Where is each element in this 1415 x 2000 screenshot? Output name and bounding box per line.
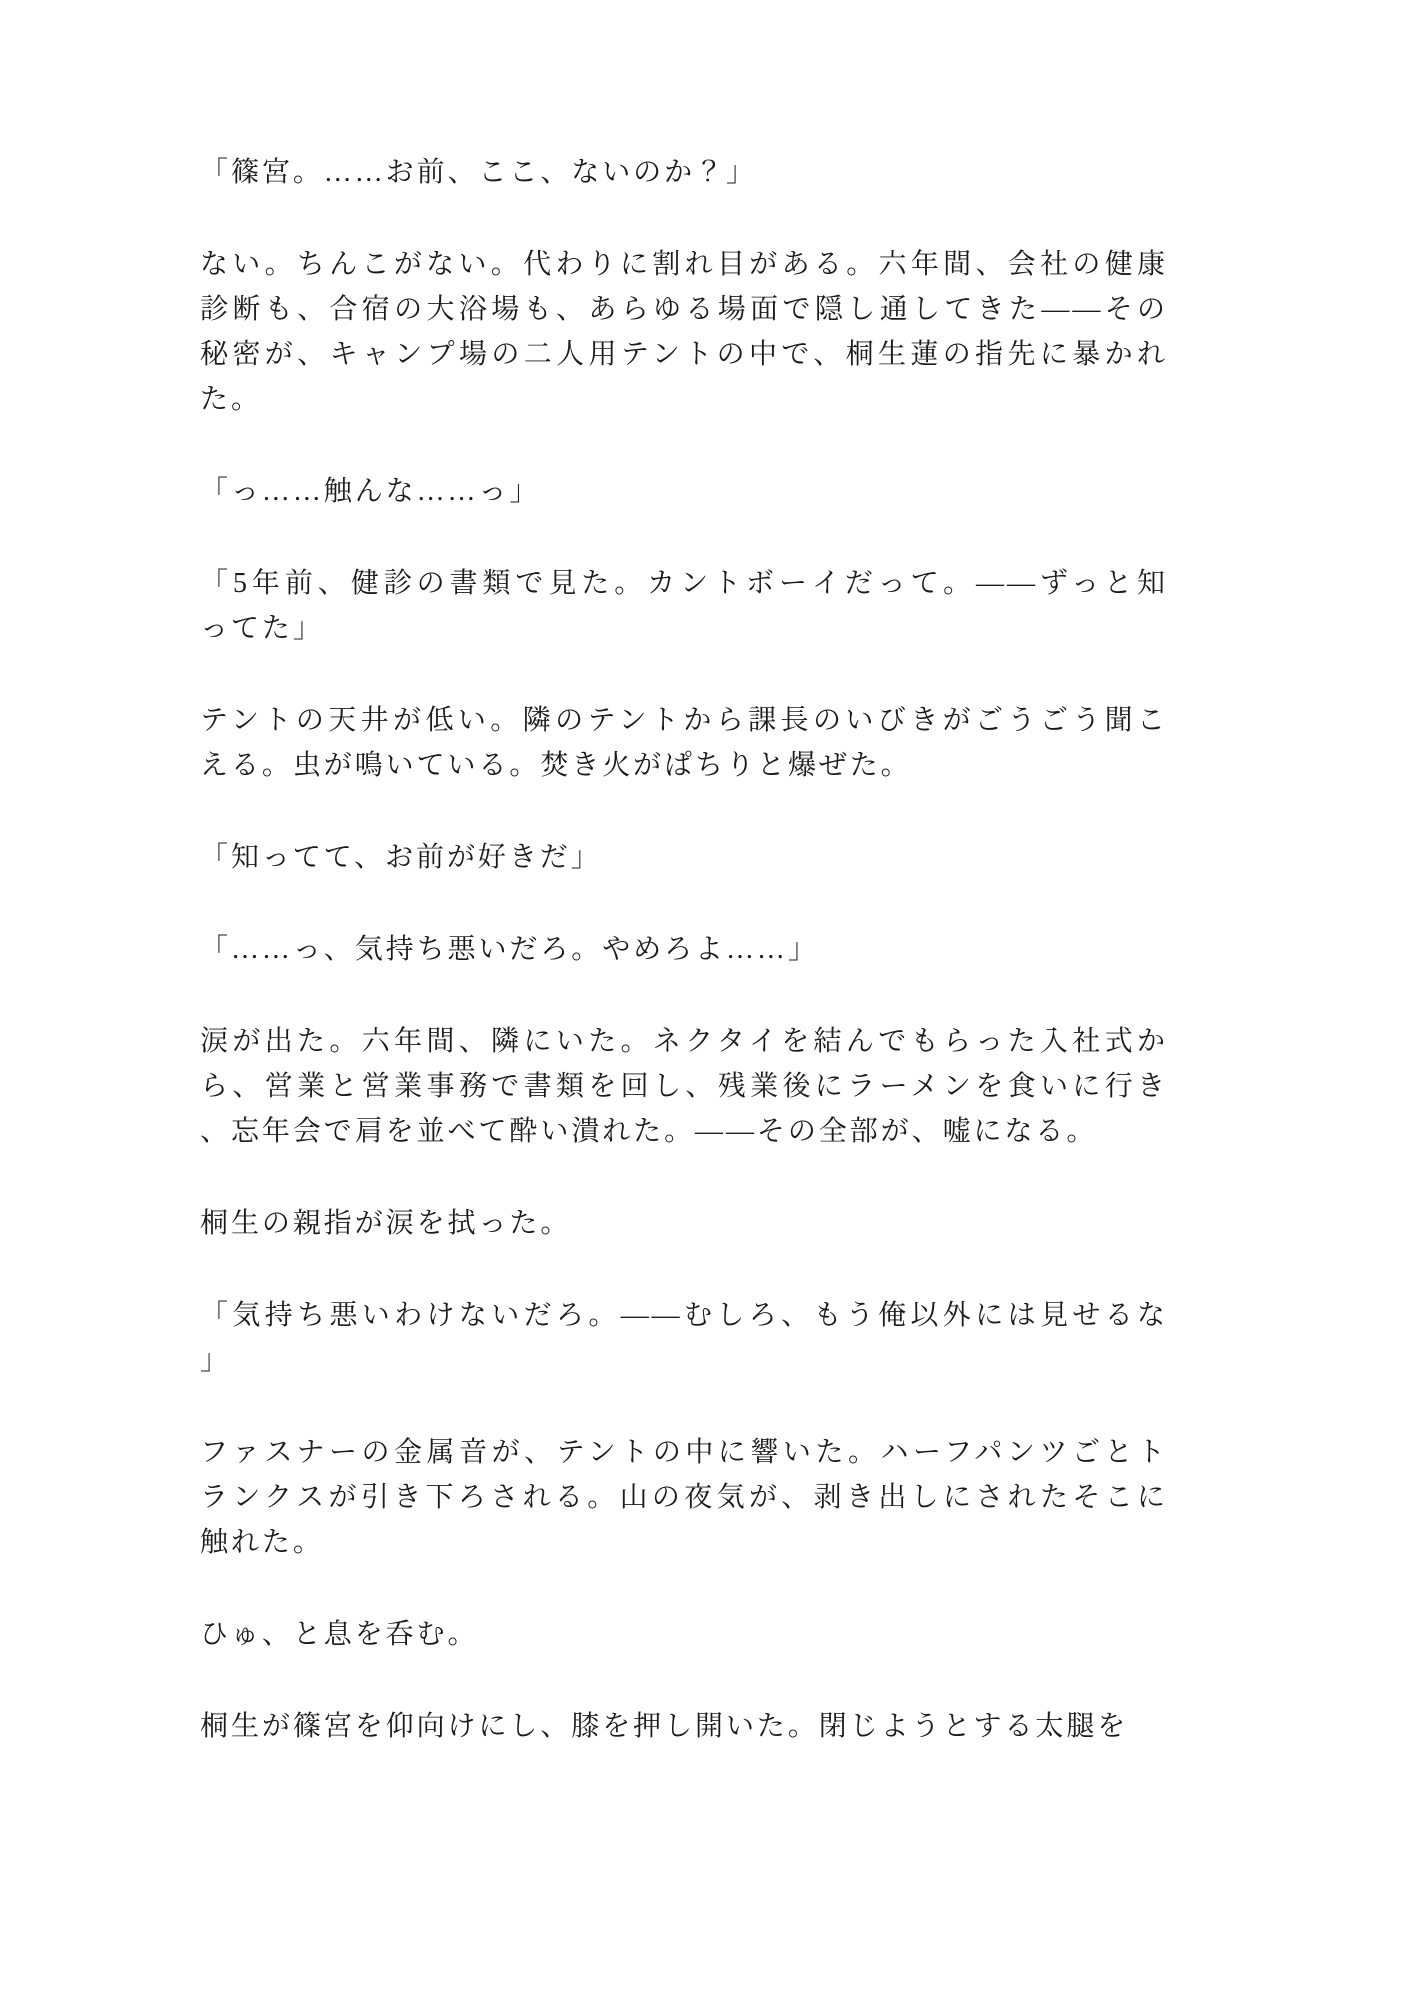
paragraph (200, 469, 1168, 514)
text-line: 、忘年会で肩を並べて酔い潰れた。——その全部が、嘘になる。 (200, 1116, 1098, 1147)
paragraph (200, 1201, 1168, 1246)
text-line: 桐生の親指が涙を拭った。 (200, 1208, 572, 1239)
paragraph (200, 1704, 1168, 1749)
text-line: える。虫が鳴いている。焚き火がぱちりと爆ぜた。 (200, 750, 912, 781)
paragraph (200, 150, 1168, 195)
text-line: 」 (200, 1345, 231, 1376)
text-line: 「……っ、気持ち悪いだろ。やめろよ……」 (200, 934, 819, 965)
text-line: ファスナーの金属音が、テントの中に響いた。ハーフパンツごとト (200, 1437, 1168, 1468)
text-line: た。 (200, 384, 262, 415)
paragraph (200, 1430, 1168, 1565)
paragraph (200, 698, 1168, 788)
paragraph (200, 242, 1168, 422)
text-line: ない。ちんこがない。代わりに割れ目がある。六年間、会社の健康 (200, 249, 1168, 280)
text-line: ら、営業と営業事務で書類を回し、残業後にラーメンを食いに行き (200, 1071, 1168, 1102)
paragraph (200, 1019, 1168, 1154)
text-line: 「っ……触んな……っ」 (200, 476, 541, 507)
text-line: 桐生が篠宮を仰向けにし、膝を押し開いた。閉じようとする太腿を (200, 1711, 1129, 1742)
text-line: 触れた。 (200, 1527, 324, 1558)
paragraph (200, 835, 1168, 880)
text-line: 秘密が、キャンプ場の二人用テントの中で、桐生蓮の指先に暴かれ (200, 339, 1168, 370)
text-line: 「気持ち悪いわけないだろ。——むしろ、もう俺以外には見せるな (200, 1300, 1168, 1331)
paragraph (200, 1293, 1168, 1383)
text-line: 診断も、合宿の大浴場も、あらゆる場面で隠し通してきた——その (200, 294, 1168, 325)
text-line: テントの天井が低い。隣のテントから課長のいびきがごうごう聞こ (200, 705, 1168, 736)
text-line: ってた」 (200, 613, 324, 644)
text-line: 涙が出た。六年間、隣にいた。ネクタイを結んでもらった入社式か (200, 1026, 1168, 1057)
text-line: 「篠宮。……お前、ここ、ないのか？」 (200, 157, 757, 188)
text-line: 「知ってて、お前が好きだ」 (200, 842, 602, 873)
text-column (200, 150, 1168, 1796)
paragraph (200, 1612, 1168, 1657)
paragraph (200, 927, 1168, 972)
paragraph (200, 561, 1168, 651)
text-line: ひゅ、と息を呑む。 (200, 1619, 479, 1650)
text-line: 「5年前、健診の書類で見た。カントボーイだって。——ずっと知 (200, 568, 1168, 599)
text-line: ランクスが引き下ろされる。山の夜気が、剥き出しにされたそこに (200, 1482, 1168, 1513)
